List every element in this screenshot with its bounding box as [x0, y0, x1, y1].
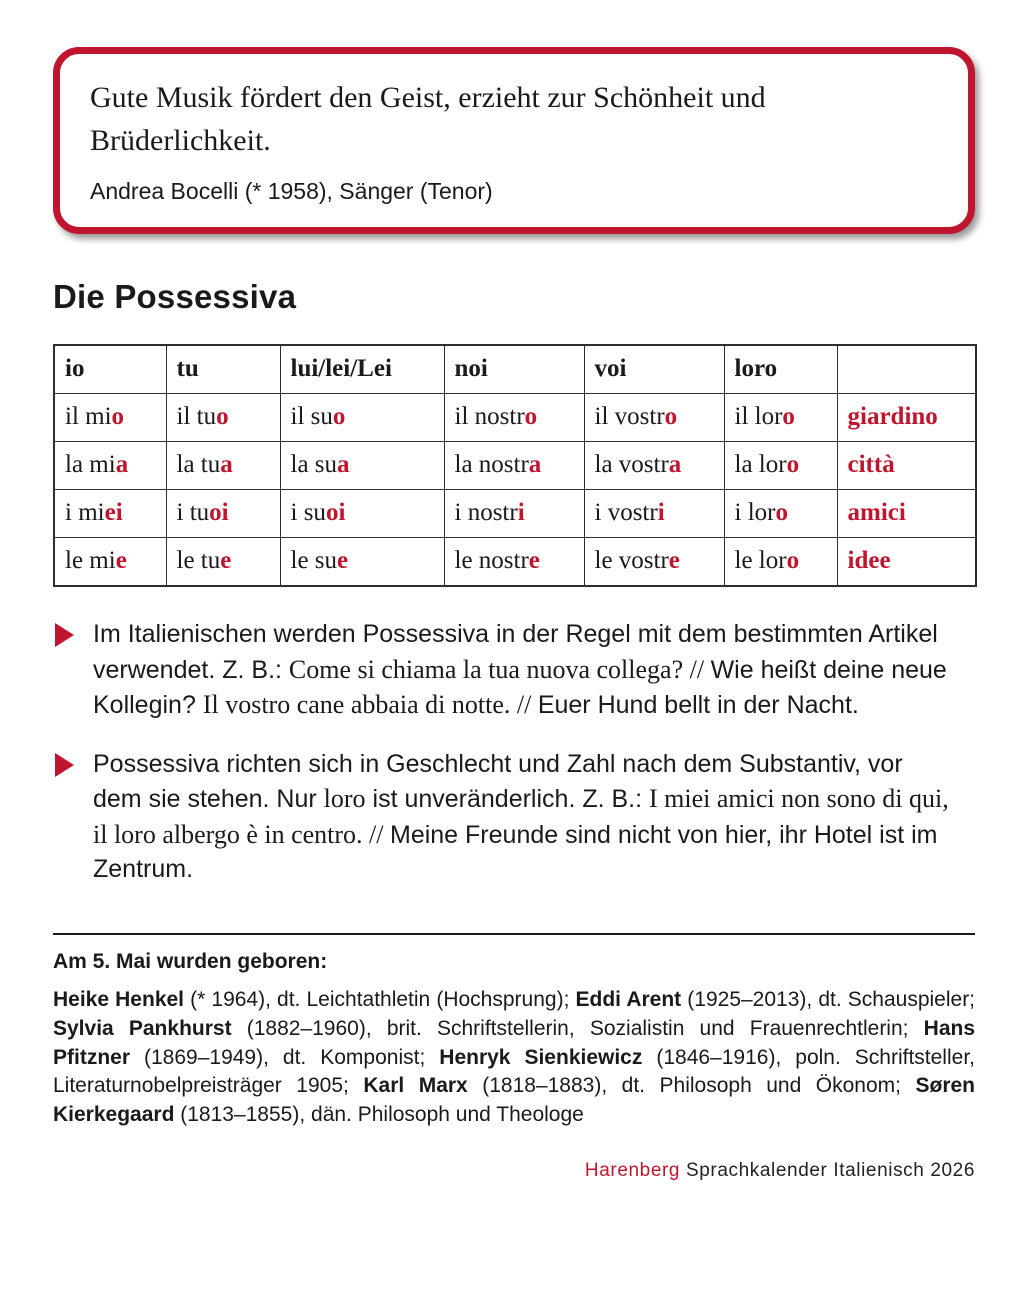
example-segment: Il vostro cane abbaia di notte. //	[202, 690, 538, 720]
explanation-segment: Euer Hund bellt in der Nacht.	[537, 691, 859, 720]
word-stem: la tu	[176, 451, 221, 479]
quote-attribution: Andrea Bocelli (* 1958), Sänger (Tenor)	[90, 178, 493, 205]
word-stem: le nostr	[454, 547, 529, 575]
table-cell	[54, 490, 166, 538]
table-header-row	[54, 345, 976, 394]
word-stem: il tu	[176, 403, 217, 431]
highlight-ending: ei	[104, 499, 123, 527]
table-cell	[837, 442, 976, 490]
highlight-ending: i	[517, 499, 525, 527]
table-body	[54, 394, 976, 587]
table-row	[54, 490, 976, 538]
table-cell	[166, 394, 280, 442]
highlight-ending: a	[337, 451, 350, 479]
birthdays-heading: Am 5. Mai wurden geboren:	[53, 949, 328, 973]
possessive-table	[53, 344, 977, 587]
footer-title: Sprachkalender Italienisch 2026	[680, 1160, 975, 1182]
notes-list	[53, 617, 975, 886]
note-text	[93, 617, 953, 722]
highlight-ending: o	[664, 403, 678, 431]
highlight-ending: a	[115, 451, 129, 479]
example-segment: Come si chiama la tua nuova collega? //	[288, 654, 711, 684]
table-row	[54, 538, 976, 587]
highlight-ending: amici	[847, 499, 906, 527]
word-stem: il mi	[65, 403, 112, 431]
highlight-ending: o	[775, 499, 788, 527]
triangle-right-icon	[55, 753, 74, 777]
highlight-ending: giardino	[847, 403, 938, 431]
person-name: Henryk Sienkiewicz	[439, 1045, 643, 1069]
table-cell	[166, 490, 280, 538]
word-stem: le tu	[176, 547, 221, 575]
table-cell	[724, 442, 837, 490]
person-name: Karl Marx	[363, 1074, 468, 1098]
word-stem: i nostr	[454, 499, 518, 527]
highlight-ending: oi	[325, 499, 346, 527]
example-segment: loro	[323, 784, 366, 814]
table-cell	[280, 442, 444, 490]
word-stem: il lor	[734, 403, 783, 431]
table-cell	[54, 394, 166, 442]
highlight-ending: o	[216, 403, 229, 431]
explanation-segment: Possessiva richten sich in Geschlecht und Zahl nach dem Substantiv, vor dem sie stehen. Nur	[93, 749, 903, 814]
page-title: Die Possessiva	[53, 278, 297, 316]
person-name: Heike Henkel	[53, 987, 185, 1011]
word-stem: i tu	[176, 499, 210, 527]
highlight-ending: o	[786, 547, 800, 575]
explanation-segment: ist unveränderlich. Z. B.:	[365, 785, 650, 814]
footer	[53, 1160, 975, 1182]
highlight-ending: e	[668, 547, 680, 575]
table-header-cell	[837, 345, 976, 394]
table-cell	[166, 538, 280, 587]
word-stem: il vostr	[594, 403, 665, 431]
table-cell	[837, 394, 976, 442]
person-name: Søren Kierkegaard	[53, 1074, 975, 1127]
person-details: (1882–1960), brit. Schriftstellerin, Sozialistin und Frauenrechtlerin;	[231, 1016, 924, 1040]
highlight-ending: oi	[209, 499, 229, 527]
table-cell	[724, 394, 837, 442]
table-header-cell: loro	[724, 345, 837, 394]
table-cell	[584, 538, 724, 587]
quote-box	[53, 47, 975, 234]
person-name: Hans Pfitzner	[53, 1016, 976, 1069]
word-stem: il su	[290, 403, 333, 431]
person-details: (1818–1883), dt. Philosoph und Ökonom;	[467, 1074, 916, 1098]
highlight-ending: a	[220, 451, 233, 479]
word-stem: i mi	[65, 499, 105, 527]
word-stem: i lor	[734, 499, 776, 527]
table-header-cell: tu	[166, 345, 280, 394]
word-stem: le su	[290, 547, 338, 575]
table-header-cell: noi	[444, 345, 584, 394]
table-cell	[837, 538, 976, 587]
word-stem: la nostr	[454, 451, 529, 479]
highlight-ending: città	[847, 451, 895, 479]
table-cell	[54, 442, 166, 490]
explanation-segment: Meine Freunde sind nicht von hier, ihr Hotel ist im Zentrum.	[93, 820, 938, 884]
highlight-ending: e	[337, 547, 349, 575]
table-cell	[280, 538, 444, 587]
highlight-ending: a	[528, 451, 542, 479]
table-cell	[54, 538, 166, 587]
word-stem: la su	[290, 451, 338, 479]
example-segment: I miei amici non sono di qui, il loro albergo è in centro. //	[93, 784, 949, 849]
birthdays-paragraph	[53, 986, 975, 1131]
triangle-right-icon	[55, 623, 74, 647]
person-name: Eddi Arent	[575, 987, 682, 1011]
highlight-ending: idee	[847, 547, 891, 575]
word-stem: i vostr	[594, 499, 658, 527]
highlight-ending: o	[782, 403, 795, 431]
person-details: (1813–1855), dän. Philosoph und Theologe	[174, 1103, 584, 1127]
word-stem: il nostr	[454, 403, 525, 431]
person-details: (* 1964), dt. Leichtathletin (Hochsprung);	[184, 987, 576, 1011]
table-row	[54, 394, 976, 442]
section-divider	[53, 933, 975, 935]
note-item	[53, 617, 975, 722]
table-cell	[280, 394, 444, 442]
highlight-ending: o	[332, 403, 346, 431]
word-stem: la vostr	[594, 451, 669, 479]
highlight-ending: o	[786, 451, 800, 479]
note-text	[93, 747, 953, 887]
table-cell	[444, 394, 584, 442]
table-cell	[584, 442, 724, 490]
table-cell	[444, 442, 584, 490]
word-stem: le vostr	[594, 547, 669, 575]
explanation-segment: Wie heißt deine neue Kollegin?	[93, 655, 947, 720]
table-header-cell: lui/lei/Lei	[280, 345, 444, 394]
table-header-cell: io	[54, 345, 166, 394]
highlight-ending: o	[524, 403, 538, 431]
table-header-cell: voi	[584, 345, 724, 394]
explanation-segment: Im Italienischen werden Possessiva in der Regel mit dem bestimmten Artikel verwendet. Z. B.:	[93, 620, 938, 684]
table-cell	[724, 490, 837, 538]
highlight-ending: e	[220, 547, 232, 575]
quote-text: Gute Musik fördert den Geist, erzieht zur Schönheit und Brüderlichkeit.	[90, 81, 766, 158]
highlight-ending: e	[115, 547, 127, 575]
person-details: (1925–2013), dt. Schauspieler;	[681, 987, 976, 1011]
table-cell	[724, 538, 837, 587]
table-cell	[584, 394, 724, 442]
person-details: (1846–1916), poln. Schriftsteller, Literaturnobelpreisträger 1905;	[53, 1045, 975, 1098]
highlight-ending: e	[528, 547, 540, 575]
word-stem: i su	[290, 499, 326, 527]
table-cell	[280, 490, 444, 538]
highlight-ending: i	[657, 499, 665, 527]
person-name: Sylvia Pankhurst	[53, 1016, 232, 1040]
highlight-ending: o	[111, 403, 125, 431]
note-item	[53, 747, 975, 887]
word-stem: le mi	[65, 547, 116, 575]
word-stem: la mi	[65, 451, 116, 479]
table-cell	[837, 490, 976, 538]
word-stem: le lor	[734, 547, 787, 575]
highlight-ending: a	[668, 451, 682, 479]
table-cell	[444, 490, 584, 538]
word-stem: la lor	[734, 451, 787, 479]
footer-brand: Harenberg	[584, 1160, 681, 1182]
table-cell	[166, 442, 280, 490]
table-cell	[444, 538, 584, 587]
table-cell	[584, 490, 724, 538]
table-row	[54, 442, 976, 490]
person-details: (1869–1949), dt. Komponist;	[130, 1045, 440, 1069]
